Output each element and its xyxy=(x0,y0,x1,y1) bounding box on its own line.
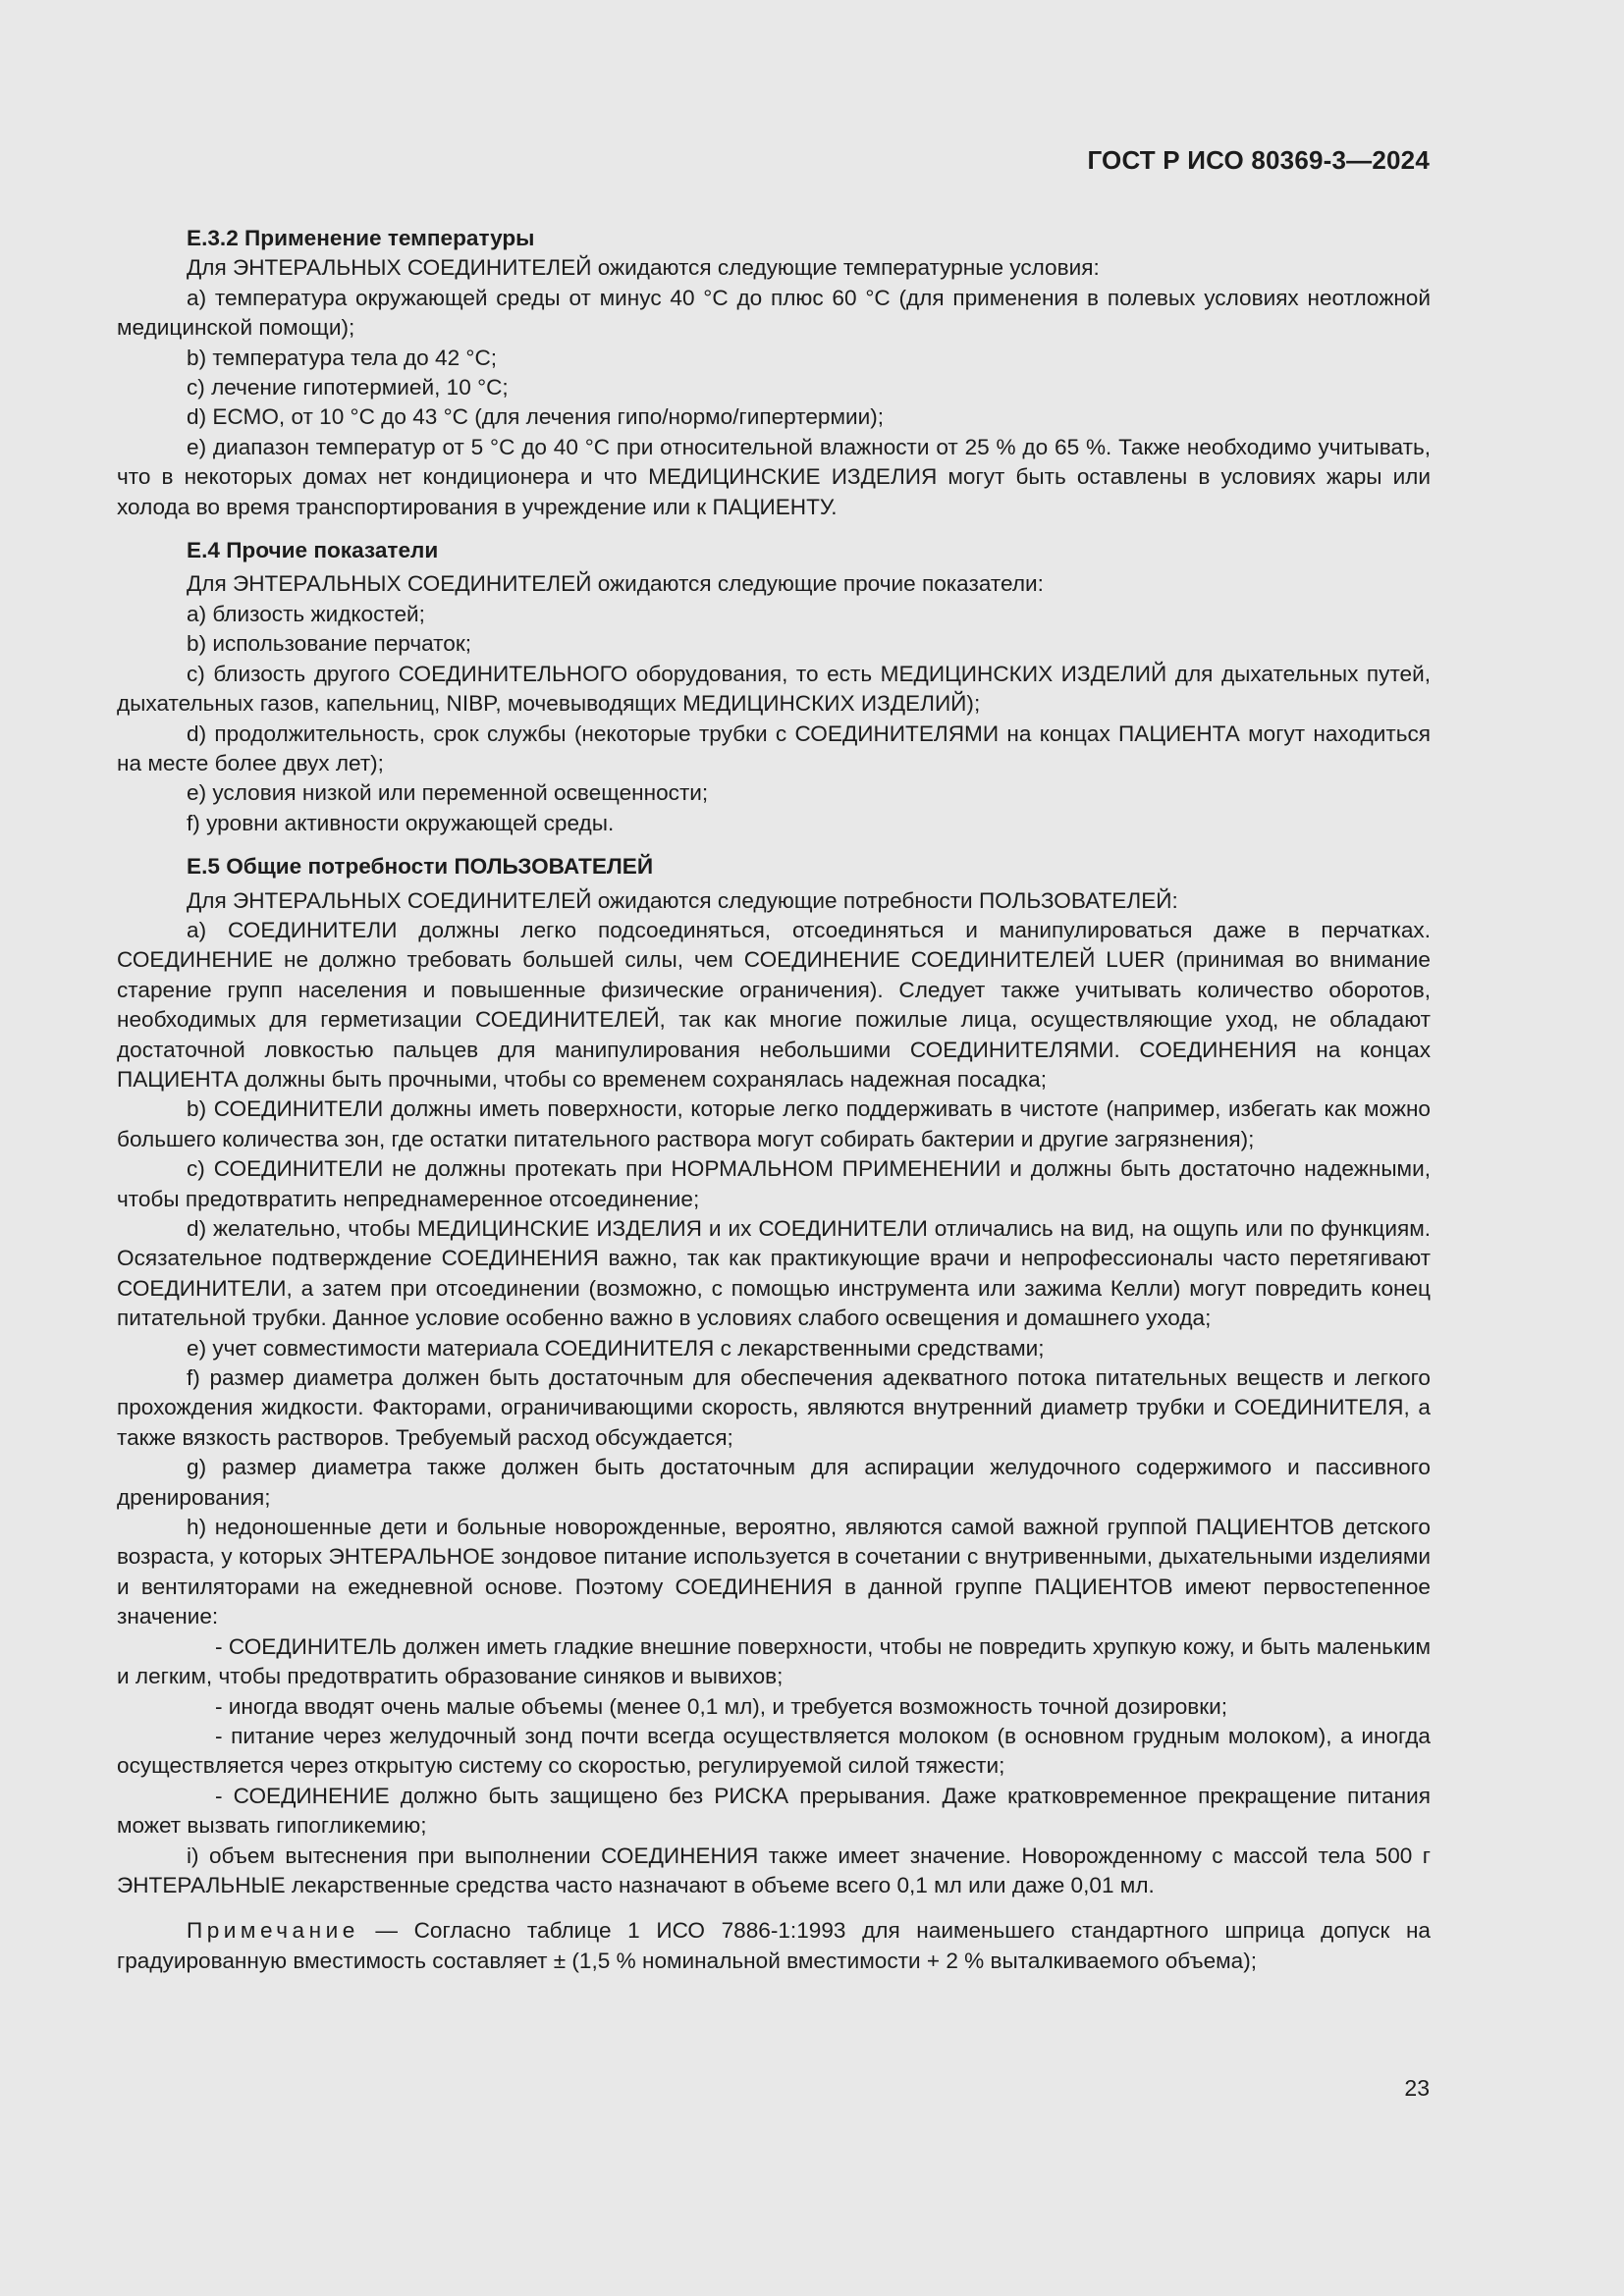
list-item: e) диапазон температур от 5 °С до 40 °С при относительной влажности от 25 % до 65 %. Также необходимо учитывать, что в некоторых домах нет кондиционера и что МЕДИЦИНСКИЕ ИЗДЕЛИЯ могут быть оставлены в условиях жары или холода во время транспортирования в учреждение или к ПАЦИЕНТУ. xyxy=(117,434,1431,519)
list-item: c) близость другого СОЕДИНИТЕЛЬНОГО оборудования, то есть МЕДИЦИНСКИХ ИЗДЕЛИЙ для дыхательных путей, дыхательных газов, капельниц, NIBP, мочевыводящих МЕДИЦИНСКИХ ИЗДЕЛИЙ); xyxy=(117,661,1431,717)
list-item: d) желательно, чтобы МЕДИЦИНСКИЕ ИЗДЕЛИЯ и их СОЕДИНИТЕЛИ отличались на вид, на ощупь или по функциям. Осязательное подтверждение СОЕДИНЕНИЯ важно, так как практикующие врачи и непрофессионалы часто перетягивают СОЕДИНИТЕЛИ, а затем при отсоединении (возможно, с помощью инструмента или зажима Келли) могут повредить конец питательной трубки. Данное условие особенно важно в условиях слабого освещения и домашнего ухода; xyxy=(117,1216,1431,1331)
dash-list-item: - иногда вводят очень малые объемы (менее 0,1 мл), и требуется возможность точной дозировки; xyxy=(215,1693,1228,1719)
section-intro-e4: Для ЭНТЕРАЛЬНЫХ СОЕДИНИТЕЛЕЙ ожидаются следующие прочие показатели: xyxy=(187,571,1044,597)
list-item: g) размер диаметра также должен быть достаточным для аспирации желудочного содержимого и пассивного дренирования; xyxy=(117,1455,1431,1510)
list-item: i) объем вытеснения при выполнении СОЕДИНЕНИЯ также имеет значение. Новорожденному с массой тела 500 г ЭНТЕРАЛЬНЫЕ лекарственные средства часто назначают в объеме всего 0,1 мл или даже 0,01 мл. xyxy=(117,1842,1431,1897)
list-item: c) СОЕДИНИТЕЛИ не должны протекать при НОРМАЛЬНОМ ПРИМЕНЕНИИ и должны быть достаточно надежными, чтобы предотвратить непреднамеренное отсоединение; xyxy=(117,1156,1431,1211)
list-item: d) продолжительность, срок службы (некоторые трубки с СОЕДИНИТЕЛЯМИ на концах ПАЦИЕНТА могут находиться на месте более двух лет); xyxy=(117,721,1431,775)
list-item: b) температура тела до 42 °С; xyxy=(187,345,498,370)
list-item: f) размер диаметра должен быть достаточным для обеспечения адекватного потока питательных веществ и легкого прохождения жидкости. Факторами, ограничивающими скорость, являются внутренний диаметр трубки и СОЕДИНИТЕЛЯ, а также вязкость растворов. Требуемый расход обсуждается; xyxy=(117,1365,1431,1450)
section-heading-e4: Е.4 Прочие показатели xyxy=(187,538,439,563)
document-body xyxy=(117,224,1431,1976)
list-item: d) ЕСМО, от 10 °С до 43 °С (для лечения гипо/нормо/гипертермии); xyxy=(187,404,885,430)
list-item: a) СОЕДИНИТЕЛИ должны легко подсоединяться, отсоединяться и манипулироваться даже в перчатках. СОЕДИНЕНИЕ не должно требовать большей силы, чем СОЕДИНЕНИЕ СОЕДИНИТЕЛЕЙ LUER (принимая во внимание старение групп населения и повышенные физические ограничения). Следует также учитывать количество оборотов, необходимых для герметизации СОЕДИНИТЕЛЕЙ, так как многие пожилые лица, осуществляющие уход, не обладают достаточной ловкостью пальцев для манипулирования небольшими СОЕДИНИТЕЛЯМИ. СОЕДИНЕНИЯ на концах ПАЦИЕНТА должны быть прочными, чтобы со временем сохранялась надежная посадка; xyxy=(117,917,1431,1092)
list-item: h) недоношенные дети и больные новорожденные, вероятно, являются самой важной группой ПАЦИЕНТОВ детского возраста, у которых ЭНТЕРАЛЬНОЕ зондовое питание используется в сочетании с внутривенными, дыхательными изделиями и вентиляторами на ежедневной основе. Поэтому СОЕДИНЕНИЯ в данной группе ПАЦИЕНТОВ имеют первостепенное значение: xyxy=(117,1515,1431,1629)
list-item: a) близость жидкостей; xyxy=(187,601,425,626)
dash-list-item: - СОЕДИНЕНИЕ должно быть защищено без РИСКА прерывания. Даже кратковременное прекращение питания может вызвать гипогликемию; xyxy=(117,1783,1431,1839)
note-label: Примечание xyxy=(187,1918,359,1944)
note-paragraph xyxy=(117,1916,1431,1976)
note-text: — Согласно таблице 1 ИСО 7886-1:1993 для наименьшего стандартного шприца допуск на градуированную вместимость составляет ± (1,5 % номинальной вместимости + 2 % выталкиваемого объема); xyxy=(117,1918,1431,1973)
section-heading-e3-2: Е.3.2 Применение температуры xyxy=(187,226,535,250)
list-item: a) температура окружающей среды от минус 40 °С до плюс 60 °С (для применения в полевых условиях неотложной медицинской помощи); xyxy=(117,285,1431,341)
dash-list-item: - СОЕДИНИТЕЛЬ должен иметь гладкие внешние поверхности, чтобы не повредить хрупкую кожу, и быть маленьким и легким, чтобы предотвратить образование синяков и вывихов; xyxy=(117,1633,1431,1689)
document-header-title: ГОСТ Р ИСО 80369-3—2024 xyxy=(1087,145,1430,175)
list-item: c) лечение гипотермией, 10 °С; xyxy=(187,375,509,400)
list-item: b) использование перчаток; xyxy=(187,631,472,657)
list-item: e) учет совместимости материала СОЕДИНИТЕЛЯ с лекарственными средствами; xyxy=(187,1335,1045,1361)
list-item: f) уровни активности окружающей среды. xyxy=(187,810,615,835)
section-intro-e3-2: Для ЭНТЕРАЛЬНЫХ СОЕДИНИТЕЛЕЙ ожидаются следующие температурные условия: xyxy=(187,255,1100,281)
section-intro-e5: Для ЭНТЕРАЛЬНЫХ СОЕДИНИТЕЛЕЙ ожидаются следующие потребности ПОЛЬЗОВАТЕЛЕЙ: xyxy=(187,887,1178,913)
dash-list-item: - питание через желудочный зонд почти всегда осуществляется молоком (в основном грудным молоком), а иногда осуществляется через открытую систему со скоростью, регулируемой силой тяжести; xyxy=(117,1723,1431,1779)
page-number: 23 xyxy=(1404,2075,1430,2101)
list-item: e) условия низкой или переменной освещенности; xyxy=(187,780,709,806)
list-item: b) СОЕДИНИТЕЛИ должны иметь поверхности, которые легко поддерживать в чистоте (например, избегать как можно большего количества зон, где остатки питательного раствора могут собирать бактерии и другие загрязнения); xyxy=(117,1096,1431,1151)
section-heading-e5: Е.5 Общие потребности ПОЛЬЗОВАТЕЛЕЙ xyxy=(187,854,654,880)
